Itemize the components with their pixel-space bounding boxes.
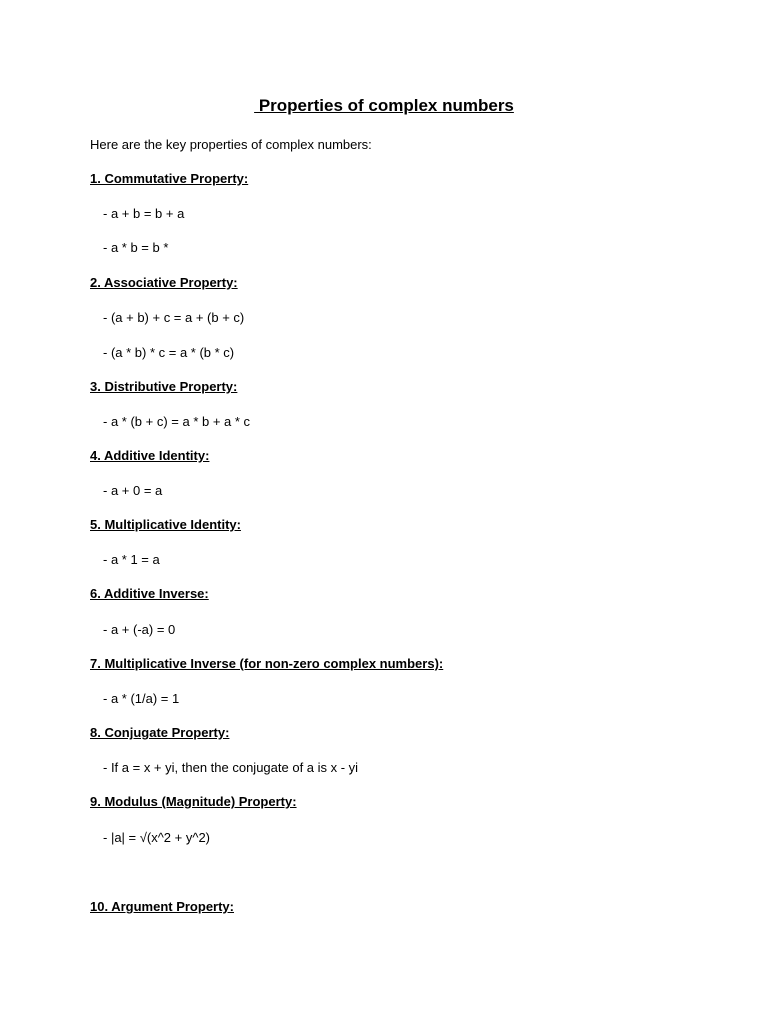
list-item: - (a + b) + c = a + (b + c) <box>103 310 245 325</box>
list-item: - a + b = b + a <box>103 206 185 221</box>
section-heading-commutative: 1. Commutative Property: <box>90 171 249 186</box>
list-item: - a * b = b * <box>103 240 169 255</box>
list-item: - a * 1 = a <box>103 552 160 567</box>
section-heading-additive-identity: 4. Additive Identity: <box>90 448 210 463</box>
section-heading-multiplicative-inverse: 7. Multiplicative Inverse (for non-zero complex numbers): <box>90 656 444 671</box>
section-heading-associative: 2. Associative Property: <box>90 275 238 290</box>
list-item: - a + (-a) = 0 <box>103 622 176 637</box>
section-heading-distributive: 3. Distributive Property: <box>90 379 238 394</box>
list-item: - a + 0 = a <box>103 483 163 498</box>
section-heading-multiplicative-identity: 5. Multiplicative Identity: <box>90 517 241 532</box>
list-item: - If a = x + yi, then the conjugate of a is x - yi <box>103 760 359 775</box>
document-title: Properties of complex numbers <box>254 96 514 115</box>
section-heading-conjugate: 8. Conjugate Property: <box>90 725 230 740</box>
section-heading-argument: 10. Argument Property: <box>90 899 234 914</box>
list-item: - a * (1/a) = 1 <box>103 691 180 706</box>
section-heading-modulus: 9. Modulus (Magnitude) Property: <box>90 794 297 809</box>
list-item: - a * (b + c) = a * b + a * c <box>103 414 251 429</box>
list-item: - |a| = √(x^2 + y^2) <box>103 830 211 845</box>
section-heading-additive-inverse: 6. Additive Inverse: <box>90 586 209 601</box>
list-item: - (a * b) * c = a * (b * c) <box>103 345 235 360</box>
intro-paragraph: Here are the key properties of complex numbers: <box>90 137 372 152</box>
